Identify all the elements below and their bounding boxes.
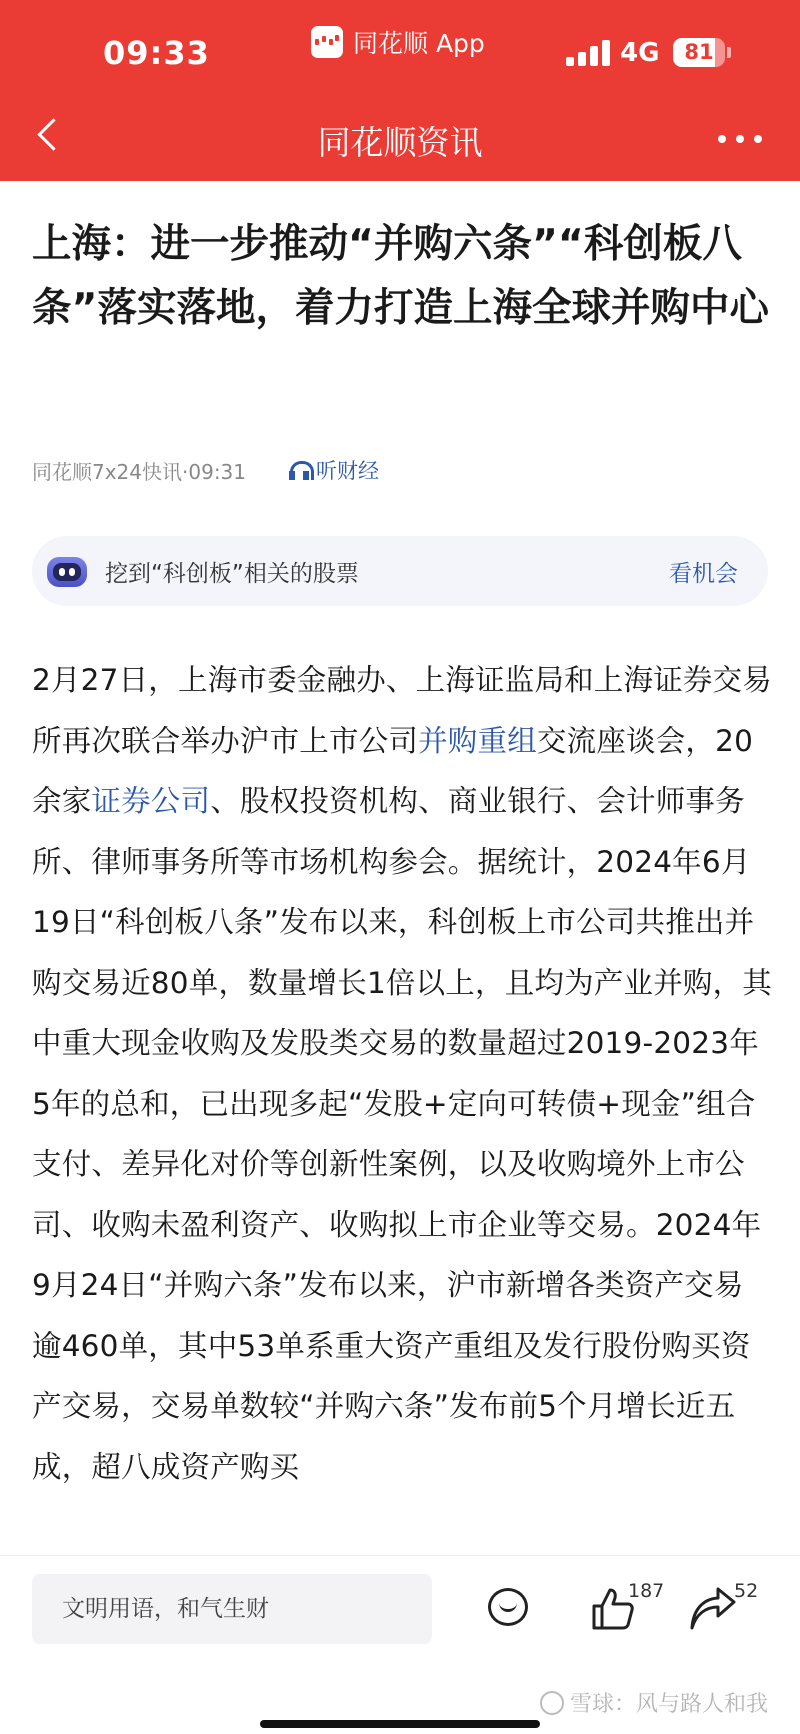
article-meta: 同花顺7x24快讯·09:31 [32, 460, 247, 484]
like-count: 187 [628, 1580, 665, 1602]
signal-strength-icon [566, 40, 610, 66]
watermark-text: 雪球：风与路人和我 [570, 1692, 769, 1717]
article-body [32, 650, 772, 1497]
body-text-2: 交流座谈会，20余家 [32, 723, 754, 818]
more-dot [718, 135, 726, 143]
related-stocks-text: 挖到“科创板”相关的股票 [105, 560, 359, 587]
status-time: 09:33 [103, 34, 210, 72]
link-securities-companies[interactable]: 证券公司 [91, 784, 211, 818]
bottom-action-bar [0, 1555, 800, 1734]
top-bar [0, 0, 800, 181]
comment-input[interactable] [32, 1574, 432, 1644]
body-text-3: 、股权投资机构、商业银行、会计师事务所、律师事务所等市场机构参会。据统计，2024年6月19日“科创板八条”发布以来，科创板上市公司共推出并购交易近80单，数量增长1倍以上，且均为产业并购，其中重大现金收购及发股类交易的数量超过2019-2023年5年的总和，已出现多起“发股+定向可转债+现金”组合支付、差异化对价等创新性案例，以及收购境外上市公司、收购未盈利资产、收购拟上市企业等交易。2024年9月24日“并购六条”发布以来，沪市新增各类资产交易逾460单，其中53单系重大资产重组及发行股份购买资产交易，交易单数较“并购六条”发布前5个月增长近五成，超八成资产购买 [32, 784, 773, 1484]
robot-icon [47, 553, 87, 589]
listen-button[interactable] [288, 455, 379, 485]
related-stocks-banner[interactable] [32, 536, 768, 606]
source-app-name: 同花顺 App [353, 29, 485, 58]
battery-level: 81 [684, 40, 714, 64]
article-title: 上海：进一步推动“并购六条”“科创板八条”落实落地，着力打造上海全球并购中心 [32, 221, 769, 331]
see-opportunity-link[interactable]: 看机会 [669, 561, 738, 587]
more-button[interactable] [718, 124, 762, 154]
share-arrow-icon [688, 1586, 738, 1634]
watermark [540, 1687, 768, 1718]
page-title: 同花顺资讯 [317, 123, 483, 162]
source-app-tag[interactable] [311, 24, 485, 60]
more-dot [736, 135, 744, 143]
link-merger-restructuring[interactable]: 并购重组 [418, 723, 537, 758]
battery-cap [727, 47, 731, 58]
share-button[interactable] [688, 1586, 738, 1634]
comment-button[interactable] [486, 1586, 532, 1632]
headphone-icon [288, 460, 310, 480]
home-indicator[interactable] [260, 1720, 540, 1728]
body-text-1: 2月27日，上海市委金融办、上海证监局和上海证券交易所再次联合举办沪市上市公司 [32, 663, 773, 758]
tonghuashun-logo-icon [311, 26, 343, 58]
snowball-logo-icon [540, 1691, 564, 1715]
listen-label: 听财经 [316, 459, 379, 483]
share-count: 52 [734, 1580, 759, 1602]
battery-icon [673, 38, 725, 67]
network-type: 4G [620, 38, 660, 68]
more-dot [754, 135, 762, 143]
